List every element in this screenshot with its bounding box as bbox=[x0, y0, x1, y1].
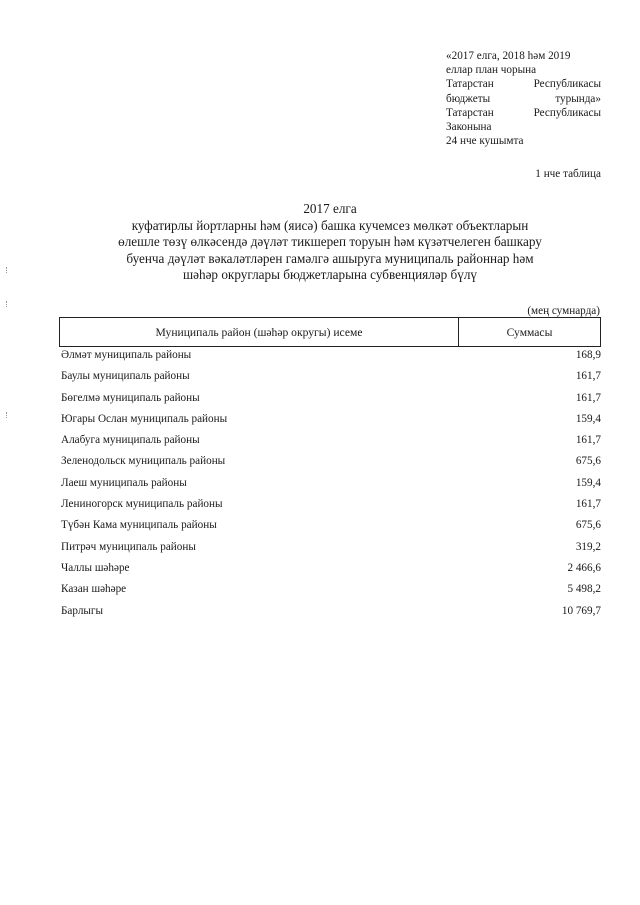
annex-line bbox=[446, 77, 601, 91]
row-value: 161,7 bbox=[575, 391, 601, 404]
table-number: 1 нче таблица bbox=[535, 168, 601, 180]
row-value: 161,7 bbox=[575, 498, 601, 511]
row-value: 161,7 bbox=[575, 370, 601, 383]
table-row bbox=[61, 388, 601, 409]
row-value: 10 769,7 bbox=[561, 604, 601, 617]
annex-line bbox=[446, 92, 601, 106]
row-value: 159,4 bbox=[575, 412, 601, 425]
annex-line-part: Татарстан bbox=[446, 106, 494, 119]
row-name: Чаллы шәһәре bbox=[61, 561, 130, 574]
table-total-row bbox=[61, 601, 601, 622]
row-value: 675,6 bbox=[575, 519, 601, 532]
row-value: 319,2 bbox=[575, 540, 601, 553]
row-name: Баулы муниципаль районы bbox=[61, 370, 190, 383]
table-row bbox=[61, 345, 601, 366]
annex-line-part: бюджеты bbox=[446, 92, 491, 105]
annex-line-part: Татарстан bbox=[446, 78, 494, 91]
title-line: шәһәр округлары бюджетларына субвенцияләр бүлү bbox=[182, 267, 478, 283]
header-name-column: Муниципаль район (шәһәр округы) исеме bbox=[60, 318, 459, 346]
table-row bbox=[61, 515, 601, 536]
table-body bbox=[61, 345, 601, 622]
annex-line bbox=[446, 106, 601, 120]
annex-line-part: Республикасы bbox=[533, 106, 601, 119]
row-name: Әлмәт муниципаль районы bbox=[61, 349, 192, 361]
row-value: 5 498,2 bbox=[567, 583, 601, 596]
row-name: Зеленодольск муниципаль районы bbox=[61, 455, 226, 468]
scan-margin-mark bbox=[6, 301, 9, 307]
row-value: 161,7 bbox=[575, 434, 601, 447]
row-name: Алабуга муниципаль районы bbox=[61, 434, 200, 447]
header-sum-column: Суммасы bbox=[506, 325, 553, 339]
table-header bbox=[59, 317, 601, 347]
row-name: Казан шәһәре bbox=[61, 583, 127, 596]
row-value: 159,4 bbox=[575, 476, 601, 489]
table-row bbox=[61, 366, 601, 387]
row-name: Питрәч муниципаль районы bbox=[61, 540, 196, 553]
title-line: куфатирлы йортларны һәм (яисә) башка кучемсез мөлкәт объектларын bbox=[131, 217, 529, 233]
annex-line-part: Республикасы bbox=[533, 78, 601, 91]
table-row bbox=[61, 537, 601, 558]
table-row bbox=[61, 430, 601, 451]
table-row bbox=[61, 558, 601, 579]
annex-line: Законына bbox=[446, 121, 492, 134]
annex-reference bbox=[446, 49, 601, 148]
annex-line: «2017 елга, 2018 һәм 2019 bbox=[446, 50, 571, 62]
row-name: Югары Ослан муниципаль районы bbox=[61, 412, 228, 425]
row-name: Барлыгы bbox=[61, 604, 104, 617]
annex-line: 24 нче кушымта bbox=[446, 135, 524, 148]
title-line: өлешле төзү өлкәсендә дәүләт тикшереп торуын һәм күзәтчелеген башкару bbox=[118, 234, 542, 250]
table-row bbox=[61, 494, 601, 515]
title-year: 2017 елга bbox=[303, 201, 357, 216]
table-row bbox=[61, 409, 601, 430]
table-row bbox=[61, 473, 601, 494]
document-title bbox=[60, 201, 600, 284]
row-name: Лаеш муниципаль районы bbox=[61, 476, 187, 489]
title-line: буенча дәүләт вәкаләтләрен гамәлгә ашыруга муниципаль районнар һәм bbox=[126, 250, 534, 266]
table-row bbox=[61, 451, 601, 472]
row-name: Лениногорск муниципаль районы bbox=[61, 498, 223, 511]
row-value: 675,6 bbox=[575, 455, 601, 468]
annex-line: еллар план чорына bbox=[446, 64, 537, 77]
row-name: Түбән Кама муниципаль районы bbox=[61, 519, 217, 532]
row-value: 2 466,6 bbox=[567, 561, 601, 574]
scan-margin-mark bbox=[6, 412, 9, 418]
row-value: 168,9 bbox=[575, 349, 601, 361]
scan-margin-mark bbox=[6, 267, 9, 273]
units-note: (мең сумнарда) bbox=[527, 305, 600, 317]
annex-line-part: турында» bbox=[555, 92, 601, 105]
row-name: Бөгелмә муниципаль районы bbox=[61, 391, 200, 404]
table-row bbox=[61, 579, 601, 600]
